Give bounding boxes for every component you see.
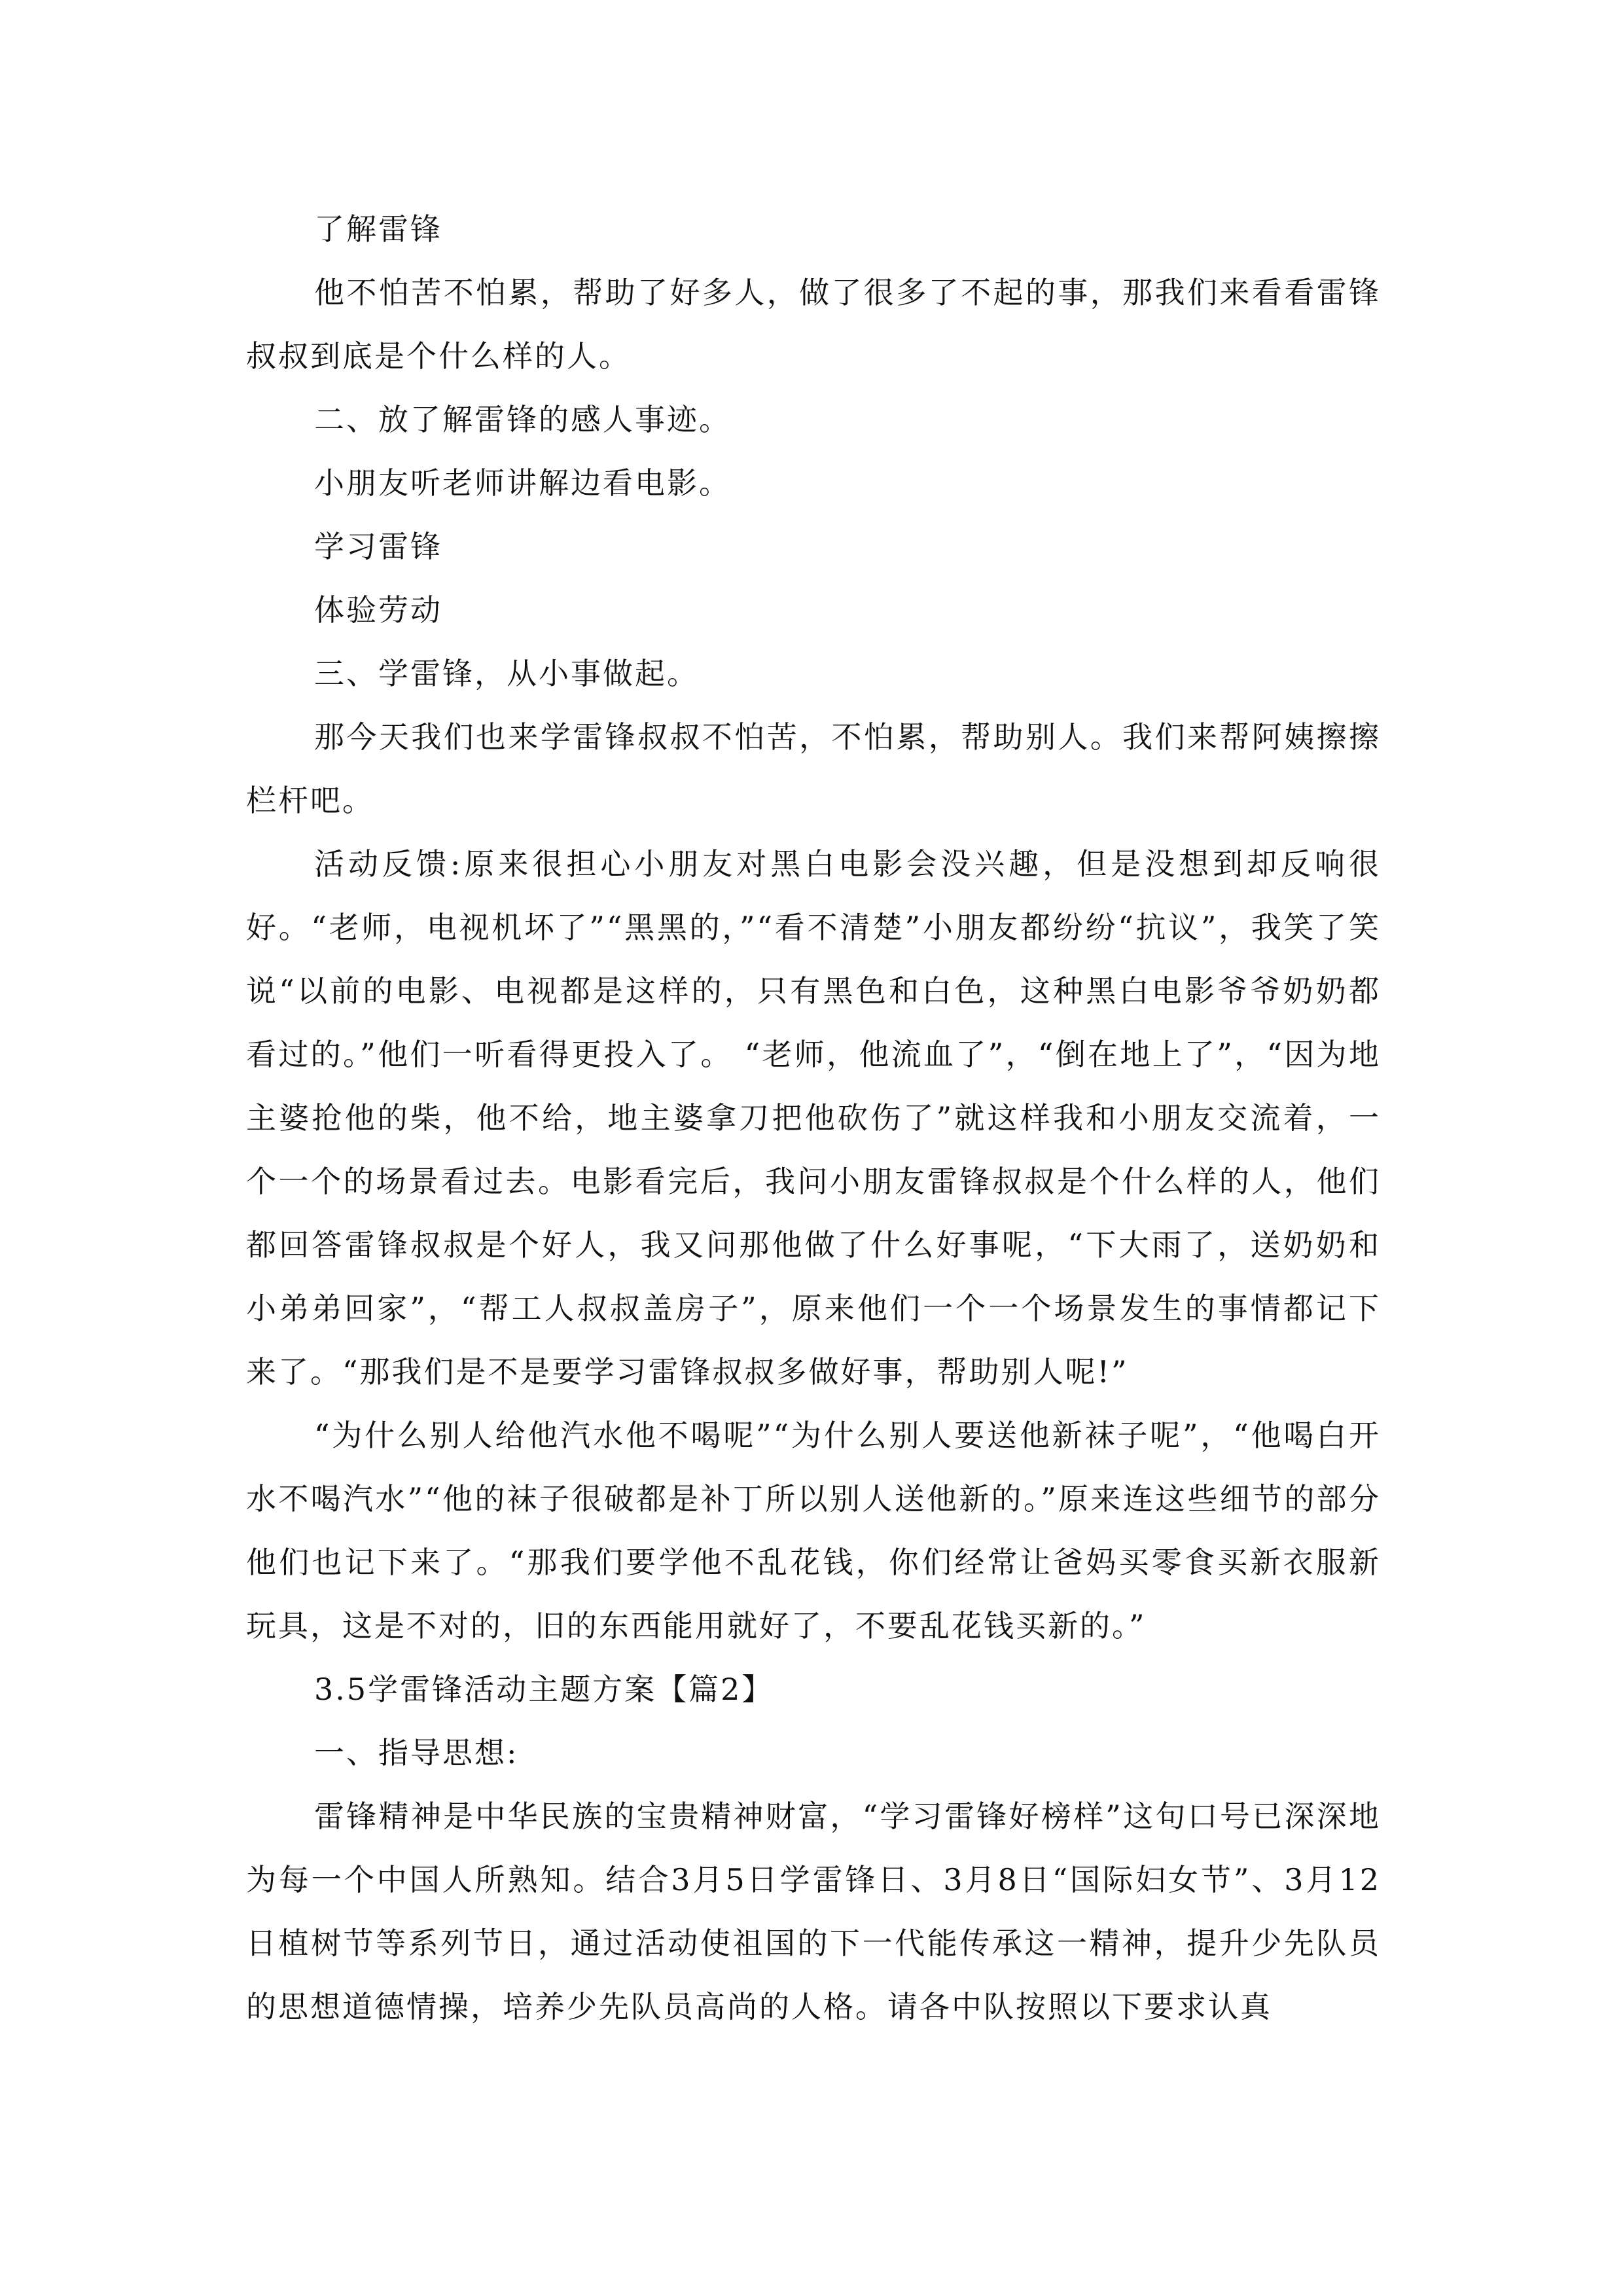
document-body	[246, 198, 1381, 2039]
paragraph-guiding-ideology-heading: 一、指导思想:	[314, 1735, 519, 1770]
paragraph-activity-feedback: 活动反馈:原来很担心小朋友对黑白电影会没兴趣，但是没想到却反响很好。“老师，电视机坏了”“黑黑的，”“看不清楚”小朋友都纷纷“抗议”，我笑了笑说“以前的电影、电视都是这样的，只有黑色和白色，这种黑白电影爷爷奶奶都看过的。”他们一听看得更投入了。 “老师，他流血了”，“倒在地上了”，“因为地主婆抢他的柴，他不给，地主婆拿刀把他砍伤了”就这样我和小朋友交流着，一个一个的场景看过去。电影看完后，我问小朋友雷锋叔叔是个什么样的人，他们都回答雷锋叔叔是个好人，我又问那他做了什么好事呢，“下大雨了，送奶奶和小弟弟回家”，“帮工人叔叔盖房子”，原来他们一个一个场景发生的事情都记下来了。“那我们是不是要学习雷锋叔叔多做好事，帮助别人呢!”	[246, 846, 1381, 1390]
paragraph-help-others: 那今天我们也来学雷锋叔叔不怕苦，不怕累，帮助别人。我们来帮阿姨擦擦栏杆吧。	[246, 719, 1381, 818]
paragraph-heading-experience-labor: 体验劳动	[314, 592, 442, 628]
paragraph-guiding-ideology: 雷锋精神是中华民族的宝贵精神财富，“学习雷锋好榜样”这句口号已深深地为每一个中国人所熟知。结合3月5日学雷锋日、3月8日“国际妇女节”、3月12日植树节等系列节日，通过活动使祖国的下一代能传承这一精神，提升少先队员的思想道德情操，培养少先队员高尚的人格。请各中队按照以下要求认真	[246, 1799, 1381, 2024]
paragraph-watch-movie: 小朋友听老师讲解边看电影。	[314, 465, 731, 501]
paragraph-details: “为什么别人给他汽水他不喝呢”“为什么别人要送他新袜子呢”，“他喝白开水不喝汽水”“他的袜子很破都是补丁所以别人送他新的。”原来连这些细节的部分他们也记下来了。“那我们要学他不乱花钱，你们经常让爸妈买零食买新衣服新玩具，这是不对的，旧的东西能用就好了，不要乱花钱买新的。”	[246, 1418, 1381, 1643]
paragraph-intro: 他不怕苦不怕累，帮助了好多人，做了很多了不起的事，那我们来看看雷锋叔叔到底是个什么样的人。	[246, 275, 1381, 374]
paragraph-heading-understand-lei-feng: 了解雷锋	[314, 211, 442, 247]
paragraph-plan-title: 3.5学雷锋活动主题方案【篇2】	[314, 1672, 774, 1707]
paragraph-heading-learn-lei-feng: 学习雷锋	[314, 529, 442, 564]
paragraph-section-two: 二、放了解雷锋的感人事迹。	[314, 402, 731, 437]
paragraph-section-three: 三、学雷锋，从小事做起。	[314, 656, 699, 691]
